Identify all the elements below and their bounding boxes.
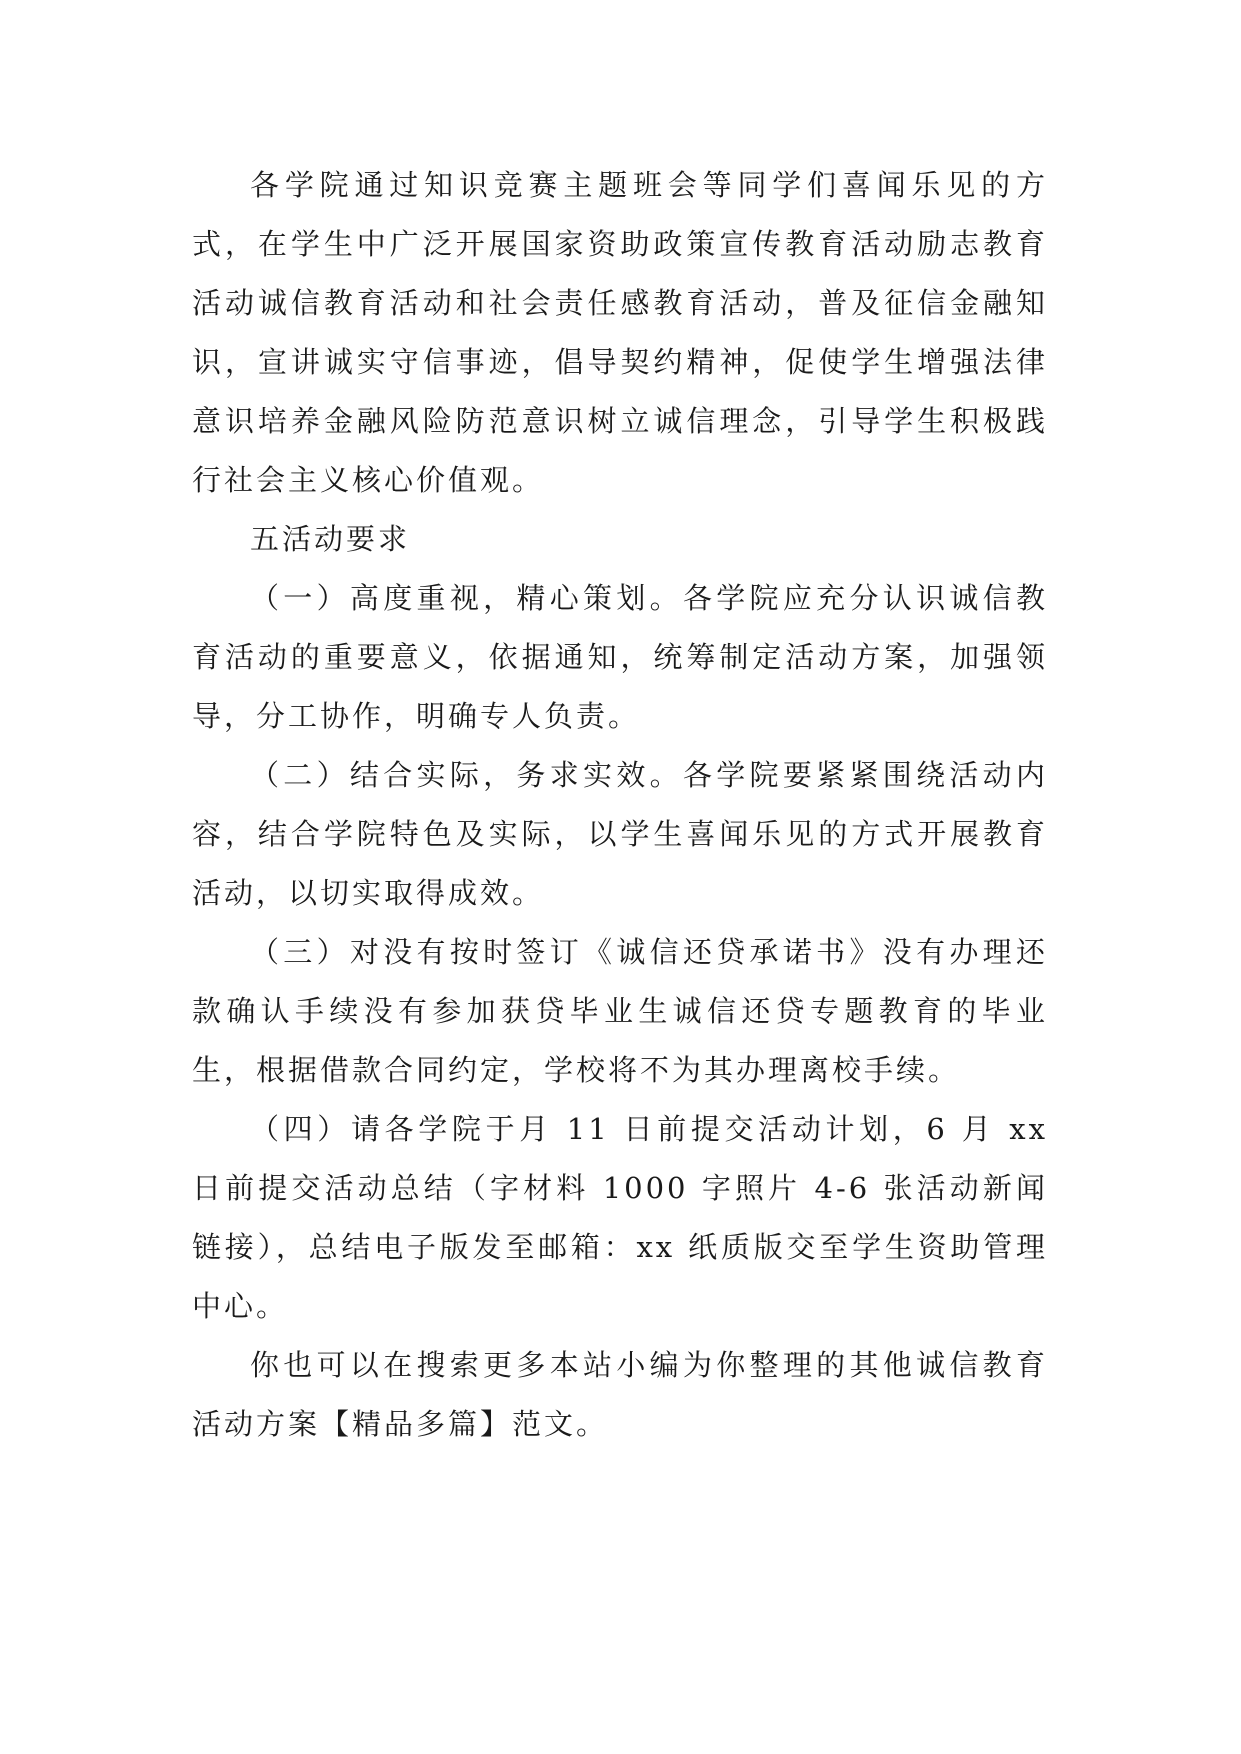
- requirement-item-4: （四）请各学院于月 11 日前提交活动计划，6 月 xx 日前提交活动总结（字材料 1000 字照片 4-6 张活动新闻链接），总结电子版发至邮箱：xx 纸质版交至学生资助管理中心。: [192, 1112, 1048, 1323]
- paragraph-intro: 各学院通过知识竞赛主题班会等同学们喜闻乐见的方式，在学生中广泛开展国家资助政策宣传教育活动励志教育活动诚信教育活动和社会责任感教育活动，普及征信金融知识，宣讲诚实守信事迹，倡导契约精神，促使学生增强法律意识培养金融风险防范意识树立诚信理念，引导学生积极践行社会主义核心价值观。: [192, 168, 1048, 497]
- document-body: [192, 156, 1048, 1454]
- requirement-item-2: （二）结合实际，务求实效。各学院要紧紧围绕活动内容，结合学院特色及实际，以学生喜闻乐见的方式开展教育活动，以切实取得成效。: [192, 758, 1048, 910]
- requirement-item-1: （一）高度重视，精心策划。各学院应充分认识诚信教育活动的重要意义，依据通知，统筹制定活动方案，加强领导，分工协作，明确专人负责。: [192, 581, 1048, 733]
- section-heading: 五活动要求: [250, 522, 411, 556]
- requirement-item-3: （三）对没有按时签订《诚信还贷承诺书》没有办理还款确认手续没有参加获贷毕业生诚信还贷专题教育的毕业生，根据借款合同约定，学校将不为其办理离校手续。: [192, 935, 1048, 1087]
- closing-note: 你也可以在搜索更多本站小编为你整理的其他诚信教育活动方案【精品多篇】范文。: [192, 1348, 1048, 1441]
